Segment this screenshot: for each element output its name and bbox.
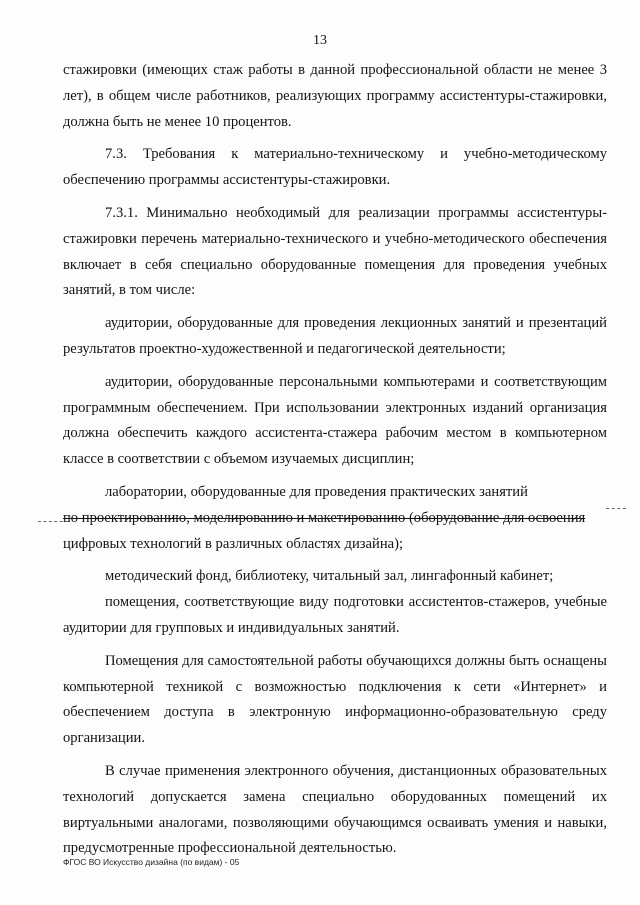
scan-mark-right <box>606 508 626 510</box>
scan-mark-left <box>38 521 68 523</box>
list-item-labs-line-1: лаборатории, оборудованные для проведения практических занятий <box>105 483 528 500</box>
paragraph-e-learning: В случае применения электронного обучения, дистанционных образовательных технологий допускается замена специально оборудованных помещений их виртуальными аналогами, позволяющими обучающимся осваивать умения и навыки, предусмотренные профессиональной деятельностью. <box>63 762 607 857</box>
page-number: 13 <box>313 33 327 48</box>
page-footer: ФГОС ВО Искусство дизайна (по видам) - 05 <box>63 857 240 867</box>
paragraph-7-3-1: 7.3.1. Минимально необходимый для реализации программы ассистентуры-стажировки перечень материально-технического и учебно-методического обеспечения включает в себя специально оборудованные помещения для проведения учебных занятий, в том числе: <box>63 204 607 299</box>
list-item-lecture-rooms: аудитории, оборудованные для проведения лекционных занятий и презентаций результатов проектно-художественной и педагогической деятельности; <box>63 315 607 357</box>
list-item-computer-rooms: аудитории, оборудованные персональными компьютерами и соответствующим программным обеспечением. При использовании электронных изданий организация должна обеспечить каждого ассистента-стажера рабочим местом в компьютерном классе в соответствии с объемом изучаемых дисциплин; <box>63 373 607 468</box>
list-item-library: методический фонд, библиотеку, читальный зал, лингафонный кабинет; <box>105 568 554 585</box>
paragraph-self-study-rooms: Помещения для самостоятельной работы обучающихся должны быть оснащены компьютерной техникой с возможностью подключения к сети «Интернет» и обеспечением доступа в электронную информационно-образовательную среду организации. <box>63 652 607 747</box>
list-item-group-rooms: помещения, соответствующие виду подготовки ассистентов-стажеров, учебные аудитории для групповых и индивидуальных занятий. <box>63 594 607 636</box>
list-item-labs-line-3: цифровых технологий в различных областях дизайна); <box>63 535 404 552</box>
document-body <box>63 58 607 862</box>
paragraph-staff-requirement: стажировки (имеющих стаж работы в данной профессиональной области не менее 3 лет), в общем числе работников, реализующих программу ассистентуры-стажировки, должна быть не менее 10 процентов. <box>63 62 607 130</box>
list-item-labs-line-2-struck: по проектированию, моделированию и макетированию (оборудование для освоения <box>63 509 586 526</box>
section-heading-7-3: 7.3. Требования к материально-техническому и учебно-методическому обеспечению программы ассистентуры-стажировки. <box>63 146 607 189</box>
